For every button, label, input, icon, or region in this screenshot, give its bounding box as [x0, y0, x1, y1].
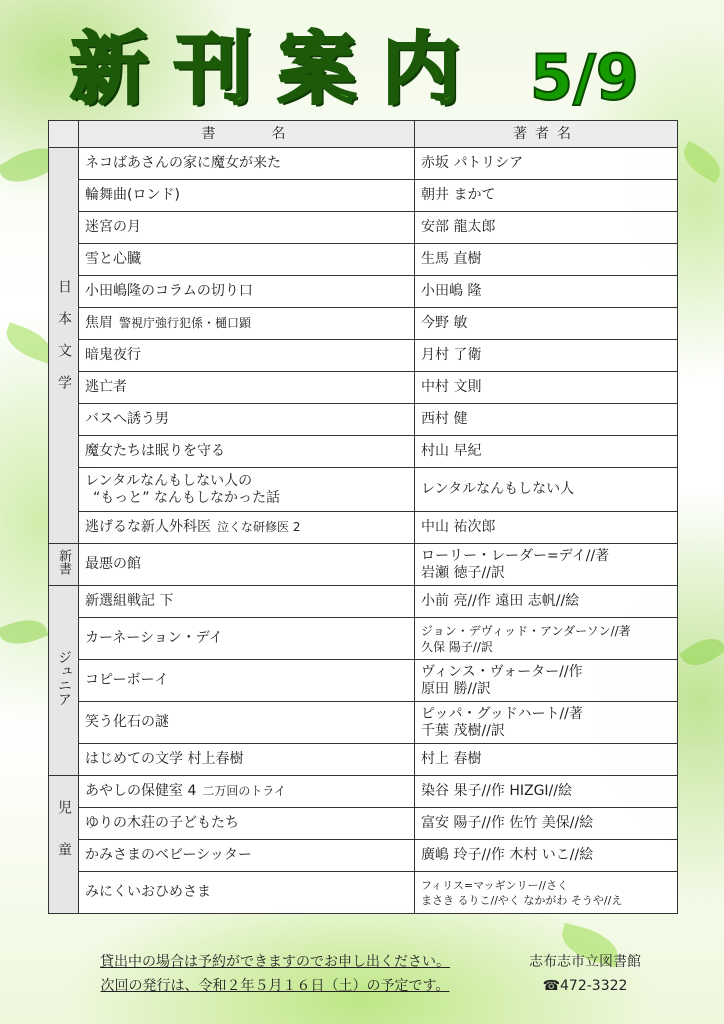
table-row: [49, 212, 678, 244]
book-title: 笑う化石の謎: [79, 702, 415, 744]
header-category-cell: [49, 121, 79, 148]
table-row: [49, 744, 678, 776]
book-translator: 原田 勝//訳: [421, 680, 491, 697]
book-author: 小田嶋 隆: [415, 276, 678, 308]
table-row: [49, 544, 678, 586]
notice-next-issue: 次回の発行は、令和２年５月１６日（土）の予定です。: [100, 978, 450, 994]
book-author: 染谷 果子//作 HIZGI//絵: [415, 776, 678, 808]
page-title: [70, 22, 670, 120]
library-name: 志布志市立図書館: [529, 954, 641, 970]
library-phone: ☎472-3322: [542, 978, 628, 994]
book-subtitle: 警視庁強行犯係・樋口顕: [119, 316, 252, 330]
new-books-table: [48, 120, 678, 914]
leaf-decoration: [679, 630, 724, 674]
table-header-row: [49, 121, 678, 148]
book-translator: 千葉 茂樹//訳: [421, 722, 505, 739]
book-subtitle: 二万回のトライ: [202, 784, 287, 798]
table-row: [49, 148, 678, 180]
book-title-cell: [79, 776, 415, 808]
book-author: 村山 早紀: [415, 436, 678, 468]
book-title: コピーボーイ: [79, 660, 415, 702]
book-author: 村上 春樹: [415, 744, 678, 776]
leaf-decoration: [677, 141, 724, 184]
book-author: フィリス=マッギンリー//さく: [421, 878, 568, 892]
book-author: 中村 文則: [415, 372, 678, 404]
book-author-cell: [415, 660, 678, 702]
book-illustrator: まさき るりこ//やく なかがわ そうや//え: [421, 893, 623, 907]
table-row: [49, 436, 678, 468]
book-title: レンタルなんもしない人の: [85, 472, 253, 489]
book-title: ネコばあさんの家に魔女が来た: [79, 148, 415, 180]
book-title: かみさまのベビーシッター: [79, 840, 415, 872]
book-title: 焦眉: [85, 315, 113, 331]
book-author-cell: [415, 618, 678, 660]
table-row: [49, 776, 678, 808]
table-row: [49, 372, 678, 404]
book-title: はじめての文学 村上春樹: [79, 744, 415, 776]
table-row: [49, 404, 678, 436]
table-row: [49, 340, 678, 372]
book-author: 廣嶋 玲子//作 木村 いこ//絵: [415, 840, 678, 872]
book-translator: 久保 陽子//訳: [421, 639, 493, 654]
table-row: [49, 808, 678, 840]
table-row: [49, 308, 678, 340]
book-author: ヴィンス・ヴォーター//作: [421, 663, 583, 680]
book-title: 雪と心臓: [79, 244, 415, 276]
table-row: [49, 702, 678, 744]
book-title: あやしの保健室 4: [85, 783, 197, 799]
header-title: 書名: [79, 121, 415, 148]
footer-notice: [70, 950, 480, 998]
notice-reservation: 貸出中の場合は予約ができますのでお申し出ください。: [100, 954, 450, 970]
book-title: 暗鬼夜行: [79, 340, 415, 372]
book-title: バスへ誘う男: [79, 404, 415, 436]
book-title: 最悪の館: [79, 544, 415, 586]
leaf-decoration: [0, 613, 49, 651]
book-author-cell: [415, 544, 678, 586]
issue-date: 5/9: [530, 41, 639, 114]
book-title: 逃亡者: [79, 372, 415, 404]
table-row: [49, 872, 678, 914]
book-author: レンタルなんもしない人: [415, 468, 678, 512]
book-title-line2: “もっと” なんもしなかった話: [93, 489, 280, 506]
book-title-cell: [79, 308, 415, 340]
library-info: [510, 950, 660, 998]
book-translator: 岩瀬 徳子//訳: [421, 564, 505, 581]
book-author-cell: [415, 872, 678, 914]
table-row: [49, 660, 678, 702]
table-row: [49, 586, 678, 618]
book-title: ゆりの木荘の子どもたち: [79, 808, 415, 840]
book-author: 月村 了衛: [415, 340, 678, 372]
book-author: 西村 健: [415, 404, 678, 436]
book-author: 中山 祐次郎: [415, 512, 678, 544]
category-japanese-literature: 日本文学: [49, 148, 79, 544]
book-title: 魔女たちは眠りを守る: [79, 436, 415, 468]
book-title: 新選組戦記 下: [79, 586, 415, 618]
book-title: 逃げるな新人外科医: [85, 519, 211, 535]
book-title-cell: [79, 468, 415, 512]
header-author: 著者名: [415, 121, 678, 148]
table-row: [49, 276, 678, 308]
book-author: 朝井 まかて: [415, 180, 678, 212]
table-row: [49, 244, 678, 276]
book-subtitle: 泣くな研修医 2: [217, 520, 301, 534]
book-title: みにくいおひめさま: [79, 872, 415, 914]
book-title-cell: [79, 512, 415, 544]
book-author-cell: [415, 702, 678, 744]
table-row: [49, 840, 678, 872]
book-author: 小前 亮//作 遠田 志帆//絵: [415, 586, 678, 618]
table-row: [49, 180, 678, 212]
book-author: 今野 敏: [415, 308, 678, 340]
book-author: 赤坂 パトリシア: [415, 148, 678, 180]
category-children: 児童: [49, 776, 79, 914]
book-title: カーネーション・デイ: [79, 618, 415, 660]
table-row: [49, 468, 678, 512]
book-author: 生馬 直樹: [415, 244, 678, 276]
book-title: 迷宮の月: [79, 212, 415, 244]
book-author: ピッパ・グッドハート//著: [421, 705, 583, 722]
book-title: 小田嶋隆のコラムの切り口: [79, 276, 415, 308]
title-text: 新刊案内: [70, 25, 487, 115]
table-row: [49, 618, 678, 660]
book-title: 輪舞曲(ロンド): [79, 180, 415, 212]
table-row: [49, 512, 678, 544]
book-author: 富安 陽子//作 佐竹 美保//絵: [415, 808, 678, 840]
book-author: ジョン・デヴィッド・アンダーソン//著: [421, 623, 631, 638]
book-author: ローリー・レーダー=デイ//著: [421, 547, 610, 564]
category-shinsho: 新書: [49, 544, 79, 586]
book-author: 安部 龍太郎: [415, 212, 678, 244]
category-junior: ジュニア: [49, 586, 79, 776]
